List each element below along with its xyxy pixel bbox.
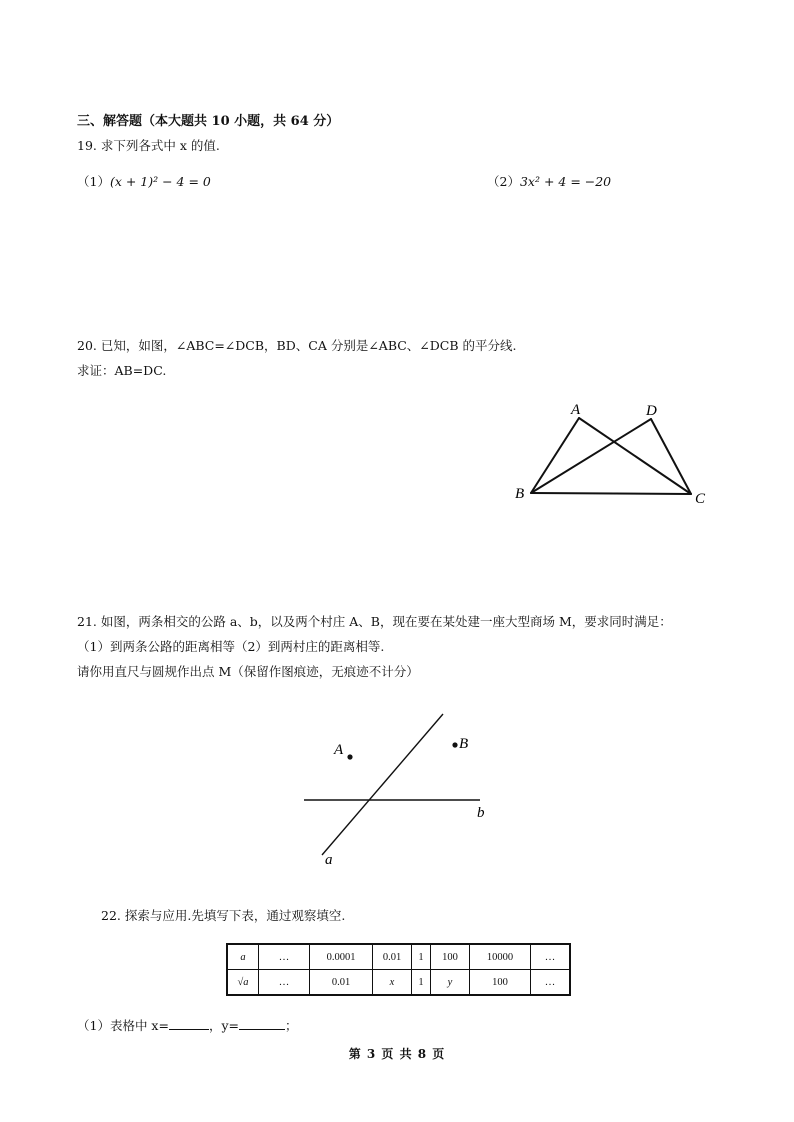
label-c: C (695, 491, 706, 507)
village-a-dot (347, 754, 352, 759)
table-cell: 0.01 (310, 970, 373, 996)
q19-stem: 19. 求下列各式中 x 的值. (77, 138, 220, 153)
answer-blank-x[interactable] (169, 1017, 209, 1030)
label-d: D (646, 403, 657, 419)
table-row (227, 970, 570, 996)
table-cell: 10000 (470, 944, 531, 970)
label-road-a: a (325, 852, 333, 868)
q22-part1-mid: ，y= (208, 1018, 239, 1033)
label-road-b: b (477, 805, 485, 821)
q22-stem: 22. 探索与应用.先填写下表，通过观察填空. (101, 908, 346, 923)
table-cell: 0.0001 (310, 944, 373, 970)
q21-stem-line1: 21. 如图，两条相交的公路 a、b，以及两个村庄 A、B，现在要在某处建一座大型商场 M，要求同时满足： (77, 614, 672, 629)
label-village-a: A (334, 742, 344, 758)
table-cell: 0.01 (373, 944, 412, 970)
q19-part1-equation: (x + 1)² − 4 = 0 (109, 174, 211, 189)
section-title: 三、解答题（本大题共 10 小题，共 64 分） (77, 114, 340, 129)
label-b: B (515, 486, 525, 502)
q22-part1-suffix: ； (285, 1018, 298, 1033)
table-cell: √a (227, 970, 259, 996)
table-cell: y (431, 970, 470, 996)
q19-part2 (487, 172, 611, 190)
segment-ab (531, 418, 579, 493)
q19-part1 (77, 172, 211, 190)
q21-roads-figure (295, 705, 505, 870)
table-cell: a (227, 944, 259, 970)
q19-part2-equation: 3x² + 4 = −20 (519, 174, 612, 189)
q19-part2-label: （2） (487, 174, 520, 189)
table-row (227, 944, 570, 970)
table-cell: … (259, 970, 310, 996)
q20-stem: 20. 已知，如图，∠ABC=∠DCB，BD、CA 分别是∠ABC、∠DCB 的平分线. (77, 338, 517, 353)
village-b-dot (452, 742, 457, 747)
q20-prove: 求证：AB=DC. (77, 363, 167, 378)
table-cell: 100 (431, 944, 470, 970)
q21-stem-line2: （1）到两条公路的距离相等（2）到两村庄的距离相等. (77, 639, 385, 654)
q22-part1 (77, 1016, 298, 1034)
table-cell: x (373, 970, 412, 996)
table-cell: 100 (470, 970, 531, 996)
table-cell: 1 (412, 970, 431, 996)
segment-bd (531, 419, 651, 493)
page-footer: 第 3 页 共 8 页 (348, 1047, 446, 1061)
segment-bc (531, 493, 691, 494)
table-cell: … (531, 944, 571, 970)
q20-triangle-figure (505, 395, 725, 515)
q22-part1-prefix: （1）表格中 x= (77, 1018, 169, 1033)
q21-stem-line3: 请你用直尺与圆规作出点 M（保留作图痕迹，无痕迹不计分） (77, 664, 419, 679)
label-village-b: B (459, 736, 469, 752)
table-cell: 1 (412, 944, 431, 970)
q19-part1-label: （1） (77, 174, 110, 189)
answer-blank-y[interactable] (239, 1017, 285, 1030)
table-cell: … (259, 944, 310, 970)
road-a (322, 714, 443, 855)
label-a: A (571, 402, 581, 418)
segment-dc (651, 419, 691, 494)
q22-table (226, 943, 571, 996)
table-cell: … (531, 970, 571, 996)
